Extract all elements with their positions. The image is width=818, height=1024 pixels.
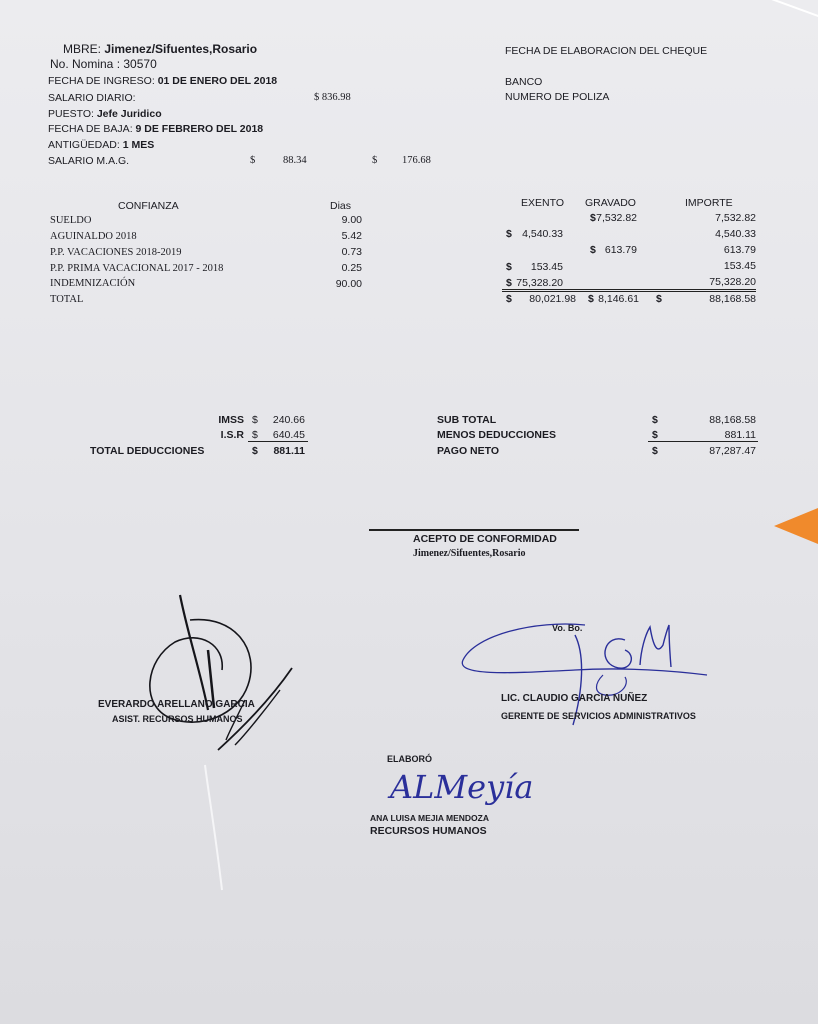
orange-tab-marker bbox=[774, 508, 818, 544]
table-row-dias: 5.42 bbox=[341, 230, 362, 242]
total-label: TOTAL bbox=[50, 294, 84, 305]
subtotal-value: 88,168.58 bbox=[709, 414, 756, 426]
acepto-label: ACEPTO DE CONFORMIDAD bbox=[413, 533, 557, 545]
signature-ana-luisa-mark bbox=[388, 760, 548, 810]
employee-name: Jimenez/Sifuentes,Rosario bbox=[104, 42, 258, 56]
total-deducciones-label: TOTAL DEDUCCIONES bbox=[90, 445, 205, 457]
deductions-rule bbox=[248, 441, 308, 442]
col-header-dias: Dias bbox=[330, 200, 352, 212]
table-row-dias: 0.73 bbox=[341, 246, 362, 258]
table-row-importe: 613.79 bbox=[723, 244, 756, 256]
dollar-sign: $ bbox=[252, 414, 258, 426]
table-row-dias: 9.00 bbox=[341, 214, 362, 226]
dollar-sign: $ bbox=[652, 445, 658, 457]
salario-diario-label: SALARIO DIARIO: bbox=[48, 92, 136, 104]
puesto-label: PUESTO: bbox=[48, 108, 94, 120]
isr-label: I.S.R bbox=[220, 429, 244, 441]
right-signer-name: LIC. CLAUDIO GARCIA NUÑEZ bbox=[501, 693, 648, 704]
handwriting: ALMeyía bbox=[390, 768, 534, 806]
menos-deducciones-label: MENOS DEDUCCIONES bbox=[437, 429, 557, 441]
fecha-cheque-label: FECHA DE ELABORACION DEL CHEQUE bbox=[505, 45, 708, 57]
antiguedad-value: 1 MES bbox=[122, 139, 155, 151]
fecha-baja-row bbox=[48, 123, 263, 135]
signature-everardo-mark bbox=[130, 590, 310, 890]
table-row-gravado: 7,532.82 bbox=[596, 212, 637, 224]
antiguedad-label: ANTIGÜEDAD: bbox=[48, 139, 120, 151]
elaboro-name: ANA LUISA MEJIA MENDOZA bbox=[370, 813, 489, 823]
fecha-ingreso-label: FECHA DE INGRESO: bbox=[48, 75, 155, 87]
total-deducciones-value: 881.11 bbox=[273, 445, 305, 457]
salario-mag-value-2: 176.68 bbox=[402, 155, 431, 166]
pago-neto-value: 87,287.47 bbox=[709, 445, 756, 457]
puesto-row bbox=[48, 108, 162, 120]
total-rule bbox=[502, 291, 756, 292]
table-row-label: P.P. VACACIONES 2018-2019 bbox=[50, 247, 182, 258]
dollar-sign: $ bbox=[506, 228, 512, 240]
table-row-label: INDEMNIZACIÓN bbox=[50, 278, 136, 289]
fecha-ingreso-value: 01 DE ENERO DEL 2018 bbox=[157, 75, 278, 87]
col-header-gravado: GRAVADO bbox=[585, 197, 636, 209]
table-row-importe: 4,540.33 bbox=[715, 228, 756, 240]
total-rule bbox=[502, 289, 756, 290]
dollar-sign: $ bbox=[506, 277, 512, 289]
dollar-sign: $ bbox=[506, 261, 512, 273]
table-row-importe: 153.45 bbox=[723, 260, 756, 272]
acepto-name: Jimenez/Sifuentes,Rosario bbox=[413, 548, 526, 559]
subtotal-label: SUB TOTAL bbox=[437, 414, 497, 426]
salario-mag-label: SALARIO M.A.G. bbox=[48, 155, 130, 167]
table-row-label: SUELDO bbox=[50, 215, 92, 226]
elaboro-label: ELABORÓ bbox=[387, 754, 432, 764]
nomina-value: 30570 bbox=[123, 57, 157, 71]
table-row-exento: 75,328.20 bbox=[516, 277, 563, 289]
puesto-value: Jefe Juridico bbox=[96, 108, 162, 120]
total-importe: 88,168.58 bbox=[709, 293, 756, 305]
dollar-sign: $ bbox=[590, 212, 596, 224]
table-row-label: AGUINALDO 2018 bbox=[50, 231, 137, 242]
table-row-importe: 7,532.82 bbox=[715, 212, 756, 224]
fecha-baja-value: 9 DE FEBRERO DEL 2018 bbox=[135, 123, 264, 135]
table-row-importe: 75,328.20 bbox=[709, 276, 756, 288]
col-header-importe: IMPORTE bbox=[685, 197, 733, 209]
summary-rule bbox=[648, 441, 758, 442]
right-signer-title: GERENTE DE SERVICIOS ADMINISTRATIVOS bbox=[501, 711, 696, 721]
nomina-label: No. Nomina : bbox=[50, 57, 121, 71]
salario-mag-value-1: 88.34 bbox=[283, 155, 307, 166]
table-row-exento: 153.45 bbox=[530, 261, 563, 273]
page-corner bbox=[758, 0, 818, 30]
poliza-label: NUMERO DE POLIZA bbox=[505, 91, 610, 103]
dollar-sign: $ bbox=[372, 155, 378, 166]
nombre-row bbox=[63, 43, 257, 55]
banco-label: BANCO bbox=[505, 76, 543, 88]
table-row-exento: 4,540.33 bbox=[522, 228, 563, 240]
total-gravado: 8,146.61 bbox=[598, 293, 639, 305]
vobo-label: Vo. Bo. bbox=[552, 623, 583, 633]
dollar-sign: $ bbox=[656, 293, 662, 305]
fecha-ingreso-row bbox=[48, 75, 277, 87]
elaboro-dept: RECURSOS HUMANOS bbox=[370, 825, 487, 837]
dollar-sign: $ bbox=[252, 445, 258, 457]
dollar-sign: $ bbox=[590, 244, 596, 256]
imss-label: IMSS bbox=[218, 414, 244, 426]
col-header-concepto: CONFIANZA bbox=[118, 200, 179, 212]
signature-line bbox=[369, 529, 579, 531]
dollar-sign: $ bbox=[252, 429, 258, 441]
left-signer-name: EVERARDO ARELLANO GARCIA bbox=[98, 699, 255, 710]
isr-value: 640.45 bbox=[272, 429, 305, 441]
dollar-sign: $ bbox=[652, 414, 658, 426]
imss-value: 240.66 bbox=[272, 414, 305, 426]
menos-deducciones-value: 881.11 bbox=[724, 429, 756, 441]
nombre-label: MBRE: bbox=[63, 42, 102, 56]
table-row-label: P.P. PRIMA VACACIONAL 2017 - 2018 bbox=[50, 263, 224, 274]
dollar-sign: $ bbox=[506, 293, 512, 305]
dollar-sign: $ bbox=[588, 293, 594, 305]
dollar-sign: $ bbox=[652, 429, 658, 441]
dollar-sign: $ bbox=[250, 155, 256, 166]
nomina-row bbox=[50, 58, 157, 70]
table-row-gravado: 613.79 bbox=[604, 244, 637, 256]
left-signer-title: ASIST. RECURSOS HUMANOS bbox=[112, 714, 243, 724]
antiguedad-row bbox=[48, 139, 154, 151]
table-row-dias: 0.25 bbox=[341, 262, 362, 274]
total-exento: 80,021.98 bbox=[529, 293, 576, 305]
fecha-baja-label: FECHA DE BAJA: bbox=[48, 123, 133, 135]
col-header-exento: EXENTO bbox=[521, 197, 564, 209]
table-row-dias: 90.00 bbox=[335, 278, 362, 290]
pago-neto-label: PAGO NETO bbox=[437, 445, 500, 457]
salario-diario-value: $ 836.98 bbox=[314, 92, 351, 103]
